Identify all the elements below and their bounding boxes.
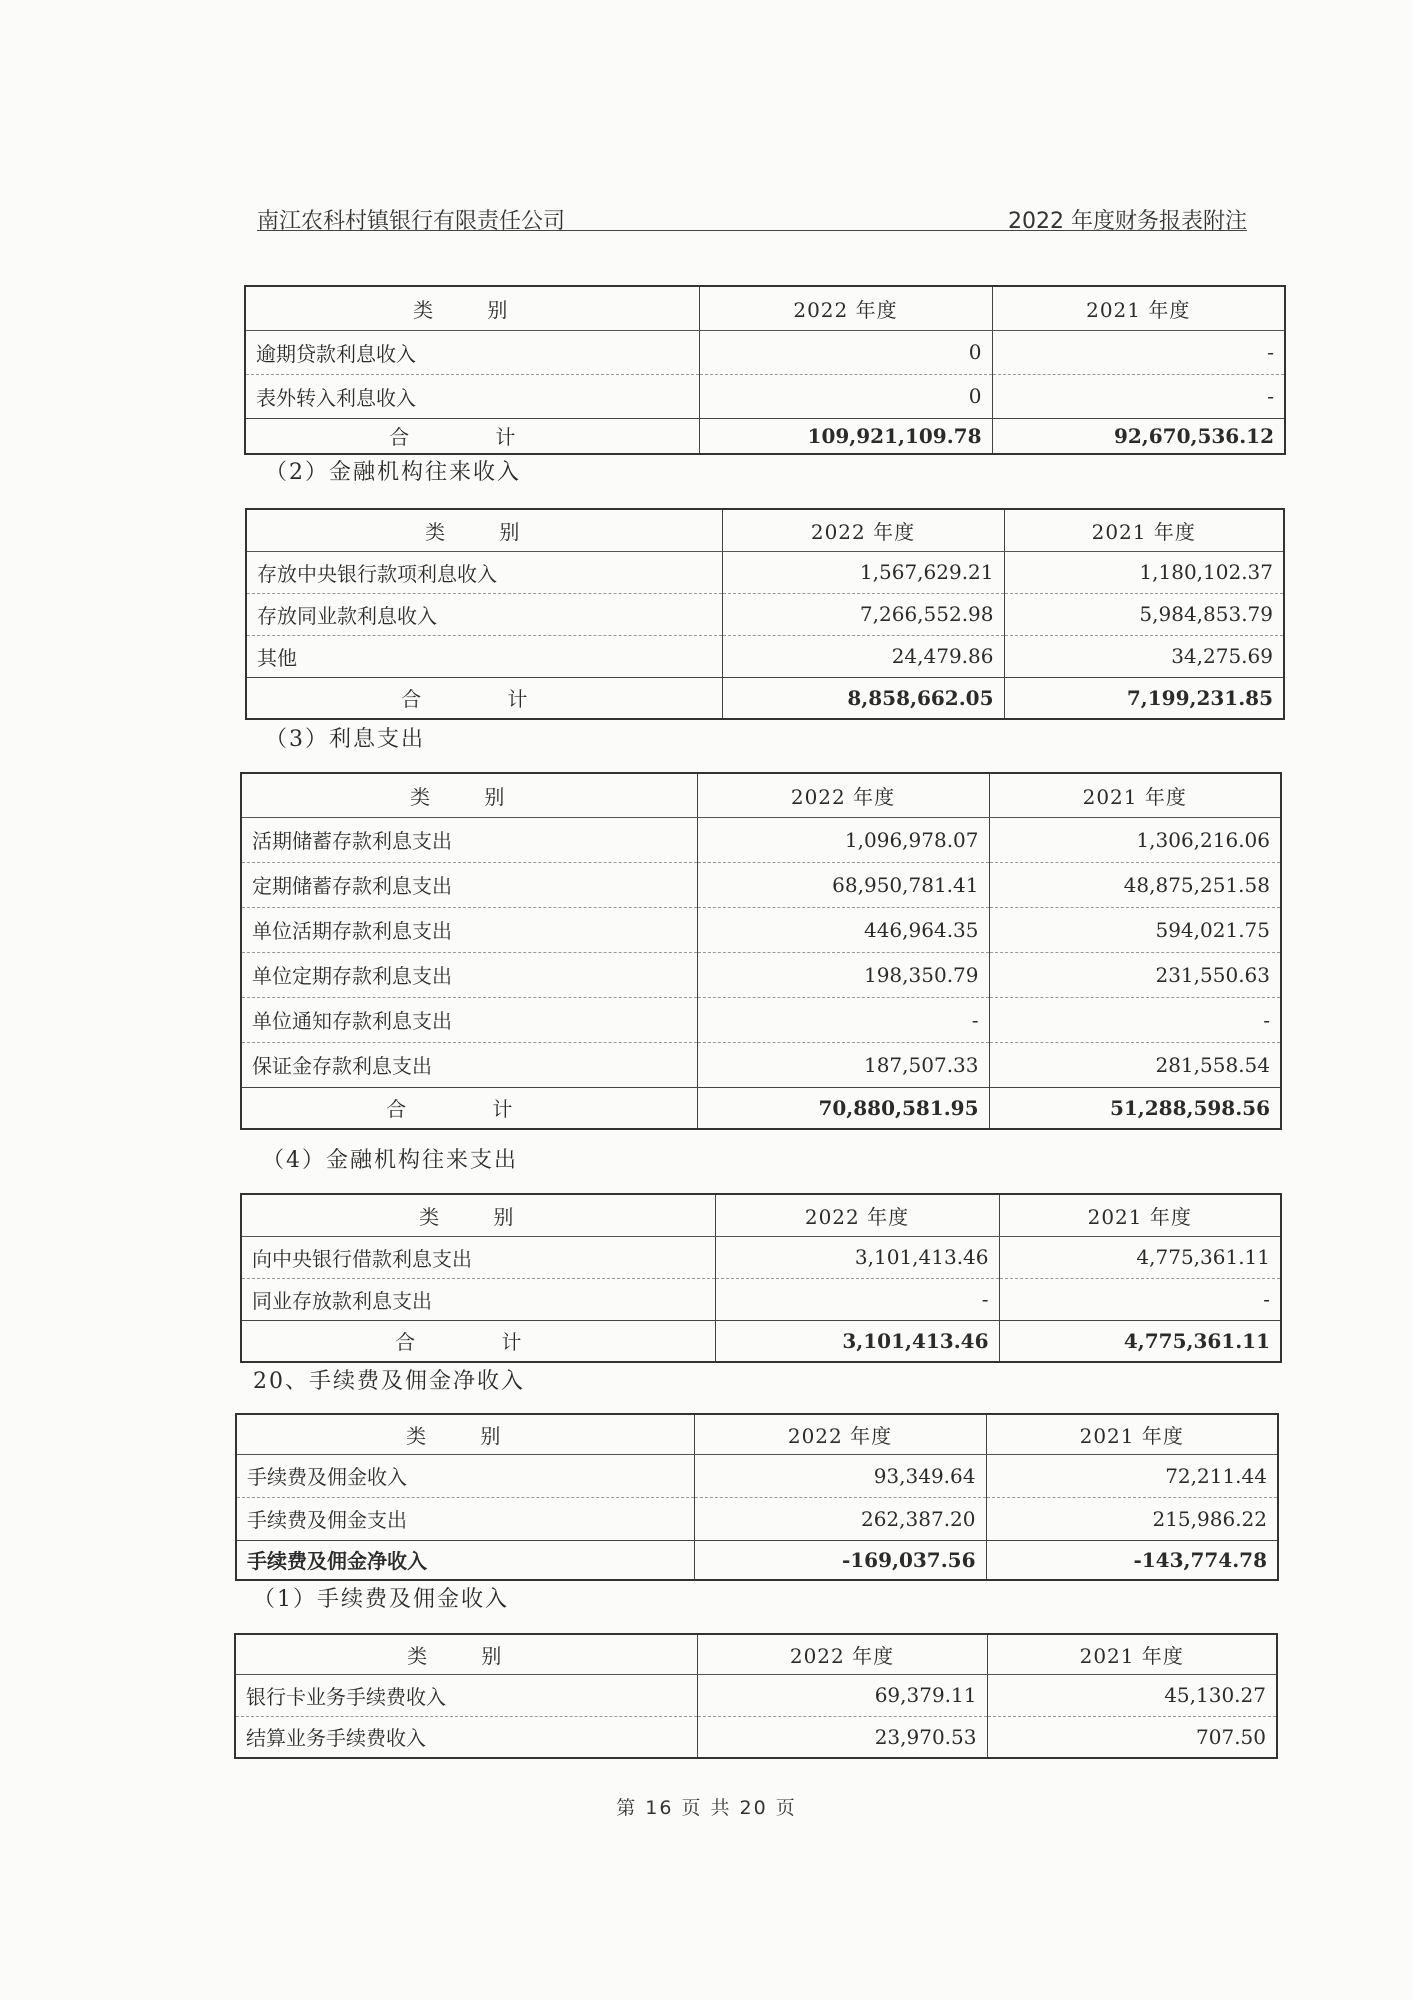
column-header-2021: 2021 年度 [987,1634,1277,1674]
section-heading-fee-commission-income: （1）手续费及佣金收入 [253,1587,509,1612]
value-2022: 93,349.64 [694,1454,986,1497]
value-2022: 446,964.35 [697,907,989,952]
table-row [235,1674,1277,1716]
value-2021: - [992,374,1285,418]
total-label: 合 计 [241,1087,697,1129]
value-2021: 45,130.27 [987,1674,1277,1716]
value-2022: - [697,997,989,1042]
total-label: 合 计 [245,418,699,454]
row-label: 同业存放款利息支出 [241,1278,715,1320]
value-2021: 1,180,102.37 [1004,551,1284,593]
total-row [245,418,1285,454]
net-row [236,1540,1278,1580]
column-header-2021: 2021 年度 [989,773,1281,817]
net-2022: -169,037.56 [694,1540,986,1580]
row-label: 单位定期存款利息支出 [241,952,697,997]
value-2021: - [999,1278,1281,1320]
value-2022: - [715,1278,999,1320]
value-2021: 48,875,251.58 [989,862,1281,907]
total-2021: 51,288,598.56 [989,1087,1281,1129]
fee-commission-net-table [235,1413,1279,1581]
report-title: 2022 年度财务报表附注 [1008,209,1247,234]
table-row [245,374,1285,418]
column-header-2022: 2022 年度 [694,1414,986,1454]
column-header-2022: 2022 年度 [697,773,989,817]
section-heading-financial-institution-expense: （4）金融机构往来支出 [262,1148,518,1173]
value-2021: 4,775,361.11 [999,1236,1281,1278]
value-2021: 1,306,216.06 [989,817,1281,862]
table-row [235,1716,1277,1758]
row-label: 存放中央银行款项利息收入 [246,551,722,593]
row-label: 其他 [246,635,722,677]
value-2022: 0 [699,374,992,418]
row-label: 结算业务手续费收入 [235,1716,697,1758]
table-row [241,817,1281,862]
financial-institution-income-table [245,508,1285,720]
table-row [246,551,1284,593]
row-label: 单位通知存款利息支出 [241,997,697,1042]
column-header-category: 类 别 [241,773,697,817]
column-header-2022: 2022 年度 [722,509,1004,551]
column-header-2021: 2021 年度 [992,286,1285,330]
row-label: 逾期贷款利息收入 [245,330,699,374]
value-2021: 34,275.69 [1004,635,1284,677]
page-number: 第 16 页 共 20 页 [616,1797,797,1819]
column-header-2021: 2021 年度 [1004,509,1284,551]
row-label: 向中央银行借款利息支出 [241,1236,715,1278]
net-label: 手续费及佣金净收入 [236,1540,694,1580]
net-2021: -143,774.78 [986,1540,1278,1580]
total-row [241,1087,1281,1129]
value-2022: 69,379.11 [697,1674,987,1716]
value-2022: 23,970.53 [697,1716,987,1758]
value-2022: 198,350.79 [697,952,989,997]
value-2022: 0 [699,330,992,374]
row-label: 手续费及佣金支出 [236,1497,694,1540]
total-2021: 92,670,536.12 [992,418,1285,454]
row-label: 表外转入利息收入 [245,374,699,418]
table-row [246,593,1284,635]
value-2022: 68,950,781.41 [697,862,989,907]
header-divider [257,230,1247,231]
table-row [246,635,1284,677]
total-2022: 70,880,581.95 [697,1087,989,1129]
total-2021: 7,199,231.85 [1004,677,1284,719]
value-2021: 707.50 [987,1716,1277,1758]
column-header-2022: 2022 年度 [715,1194,999,1236]
column-header-category: 类 别 [245,286,699,330]
column-header-2021: 2021 年度 [999,1194,1281,1236]
value-2021: - [992,330,1285,374]
value-2021: 215,986.22 [986,1497,1278,1540]
value-2022: 1,567,629.21 [722,551,1004,593]
value-2022: 262,387.20 [694,1497,986,1540]
interest-income-table [244,285,1286,455]
section-heading-fee-commission: 20、手续费及佣金净收入 [253,1369,525,1394]
row-label: 银行卡业务手续费收入 [235,1674,697,1716]
section-heading-financial-institution-income: （2）金融机构往来收入 [265,460,521,485]
total-2022: 3,101,413.46 [715,1320,999,1362]
fee-commission-income-table [234,1633,1278,1759]
row-label: 定期储蓄存款利息支出 [241,862,697,907]
row-label: 活期储蓄存款利息支出 [241,817,697,862]
column-header-category: 类 别 [246,509,722,551]
column-header-category: 类 别 [241,1194,715,1236]
total-2022: 109,921,109.78 [699,418,992,454]
total-row [241,1320,1281,1362]
column-header-category: 类 别 [235,1634,697,1674]
column-header-2021: 2021 年度 [986,1414,1278,1454]
row-label: 手续费及佣金收入 [236,1454,694,1497]
value-2022: 187,507.33 [697,1042,989,1087]
table-row [236,1454,1278,1497]
row-label: 存放同业款利息收入 [246,593,722,635]
table-row [236,1497,1278,1540]
company-name: 南江农科村镇银行有限责任公司 [257,209,566,234]
total-2022: 8,858,662.05 [722,677,1004,719]
value-2022: 3,101,413.46 [715,1236,999,1278]
section-heading-interest-expense: （3）利息支出 [265,727,425,752]
value-2021: 5,984,853.79 [1004,593,1284,635]
value-2021: 231,550.63 [989,952,1281,997]
value-2021: 72,211.44 [986,1454,1278,1497]
total-row [246,677,1284,719]
row-label: 单位活期存款利息支出 [241,907,697,952]
row-label: 保证金存款利息支出 [241,1042,697,1087]
total-2021: 4,775,361.11 [999,1320,1281,1362]
total-label: 合 计 [246,677,722,719]
total-label: 合 计 [241,1320,715,1362]
table-row [241,1042,1281,1087]
table-row [245,330,1285,374]
value-2021: - [989,997,1281,1042]
column-header-2022: 2022 年度 [697,1634,987,1674]
value-2022: 7,266,552.98 [722,593,1004,635]
table-row [241,1236,1281,1278]
table-row [241,952,1281,997]
table-row [241,1278,1281,1320]
column-header-2022: 2022 年度 [699,286,992,330]
interest-expense-table [240,772,1282,1130]
value-2022: 1,096,978.07 [697,817,989,862]
value-2021: 594,021.75 [989,907,1281,952]
table-row [241,997,1281,1042]
financial-institution-expense-table [240,1193,1282,1363]
column-header-category: 类 别 [236,1414,694,1454]
table-row [241,907,1281,952]
value-2022: 24,479.86 [722,635,1004,677]
table-row [241,862,1281,907]
value-2021: 281,558.54 [989,1042,1281,1087]
